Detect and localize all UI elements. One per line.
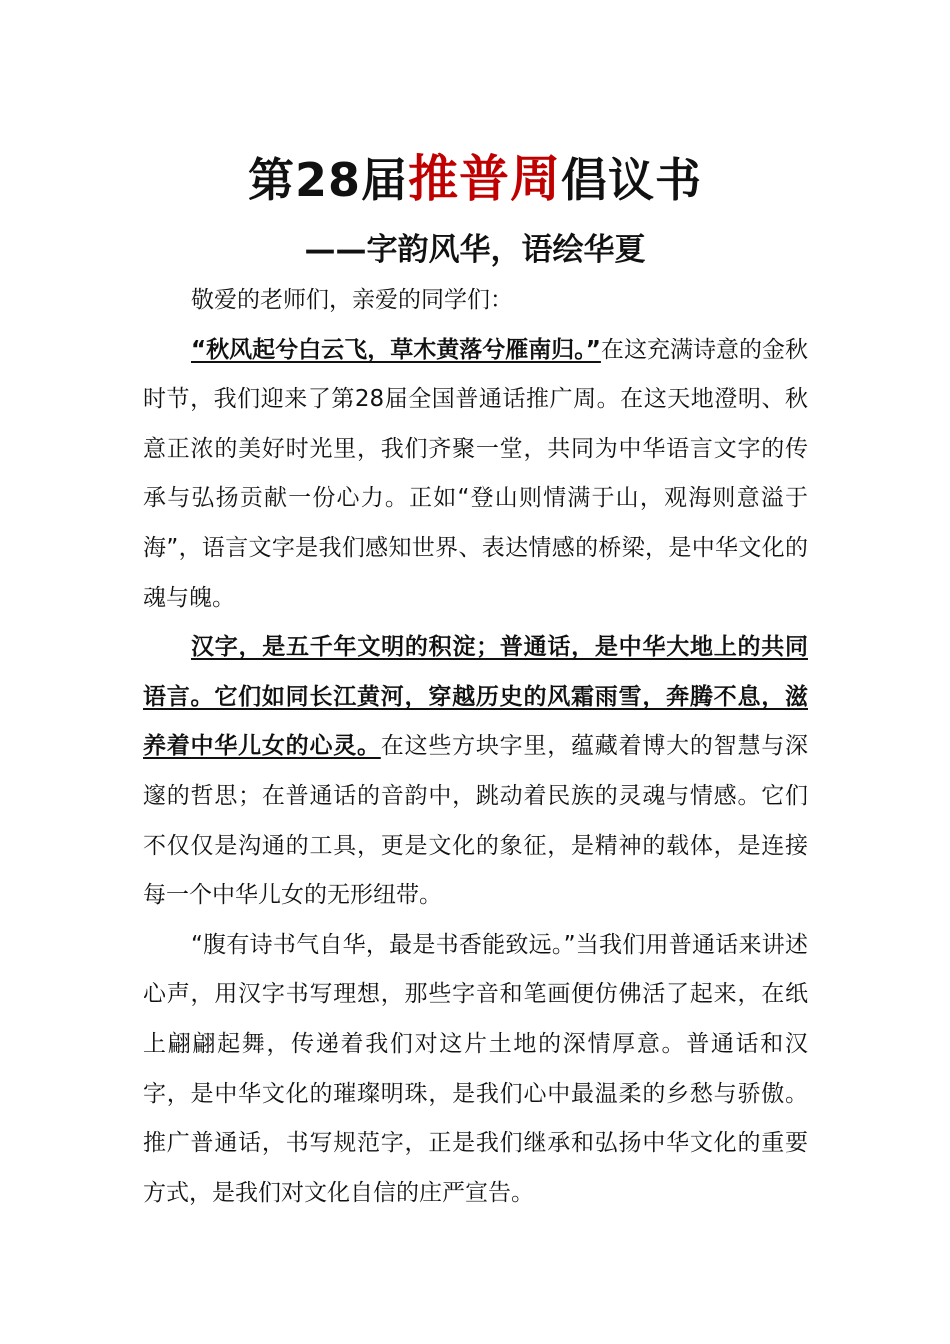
paragraph-1-text: 在这充满诗意的金秋时节，我们迎来了第28届全国普通话推广周。在这天地澄明、秋意正浓的美好时光里，我们齐聚一堂，共同为中华语言文字的传承与弘扬贡献一份心力。正如“登山则情满于山，观海则意溢于海”，语言文字是我们感知世界、表达情感的桥梁，是中华文化的魂与魄。: [143, 336, 809, 611]
document-body: [143, 276, 808, 1218]
title-highlight: 推普周: [408, 150, 561, 208]
paragraph-2-text: 在这些方块字里，蕴藏着博大的智慧与深邃的哲思；在普通话的音韵中，跳动着民族的灵魂与情感。它们不仅仅是沟通的工具，更是文化的象征，是精神的载体，是连接每一个中华儿女的无形纽带。: [143, 733, 809, 909]
paragraph-3: [143, 921, 808, 1219]
title-suffix: 倡议书: [561, 153, 702, 207]
paragraph-3-text: “腹有诗书气自华，最是书香能致远。”当我们用普通话来讲述心声，用汉字书写理想，那些字音和笔画便仿佛活了起来，在纸上翩翩起舞，传递着我们对这片土地的深情厚意。普通话和汉字，是中华文化的璀璨明珠，是我们心中最温柔的乡愁与骄傲。推广普通话，书写规范字，正是我们继承和弘扬中华文化的重要方式，是我们对文化自信的庄严宣告。: [143, 931, 808, 1206]
paragraph-2: [143, 623, 808, 921]
document-title: [0, 146, 950, 213]
paragraph-1-emphasis: “秋风起兮白云飞，草木黄落兮雁南归。”: [191, 336, 601, 363]
paragraph-1: [143, 326, 808, 624]
title-prefix: 第28届: [247, 153, 408, 207]
greeting: 敬爱的老师们，亲爱的同学们：: [191, 287, 513, 313]
paragraph-2-emphasis: 汉字，是五千年文明的积淀；普通话，是中华大地上的共同语言。它们如同长江黄河，穿越历史的风霜雨雪，奔腾不息，滋养着中华儿女的心灵。: [143, 634, 808, 760]
document-subtitle: ——字韵风华，语绘华夏: [304, 232, 646, 268]
